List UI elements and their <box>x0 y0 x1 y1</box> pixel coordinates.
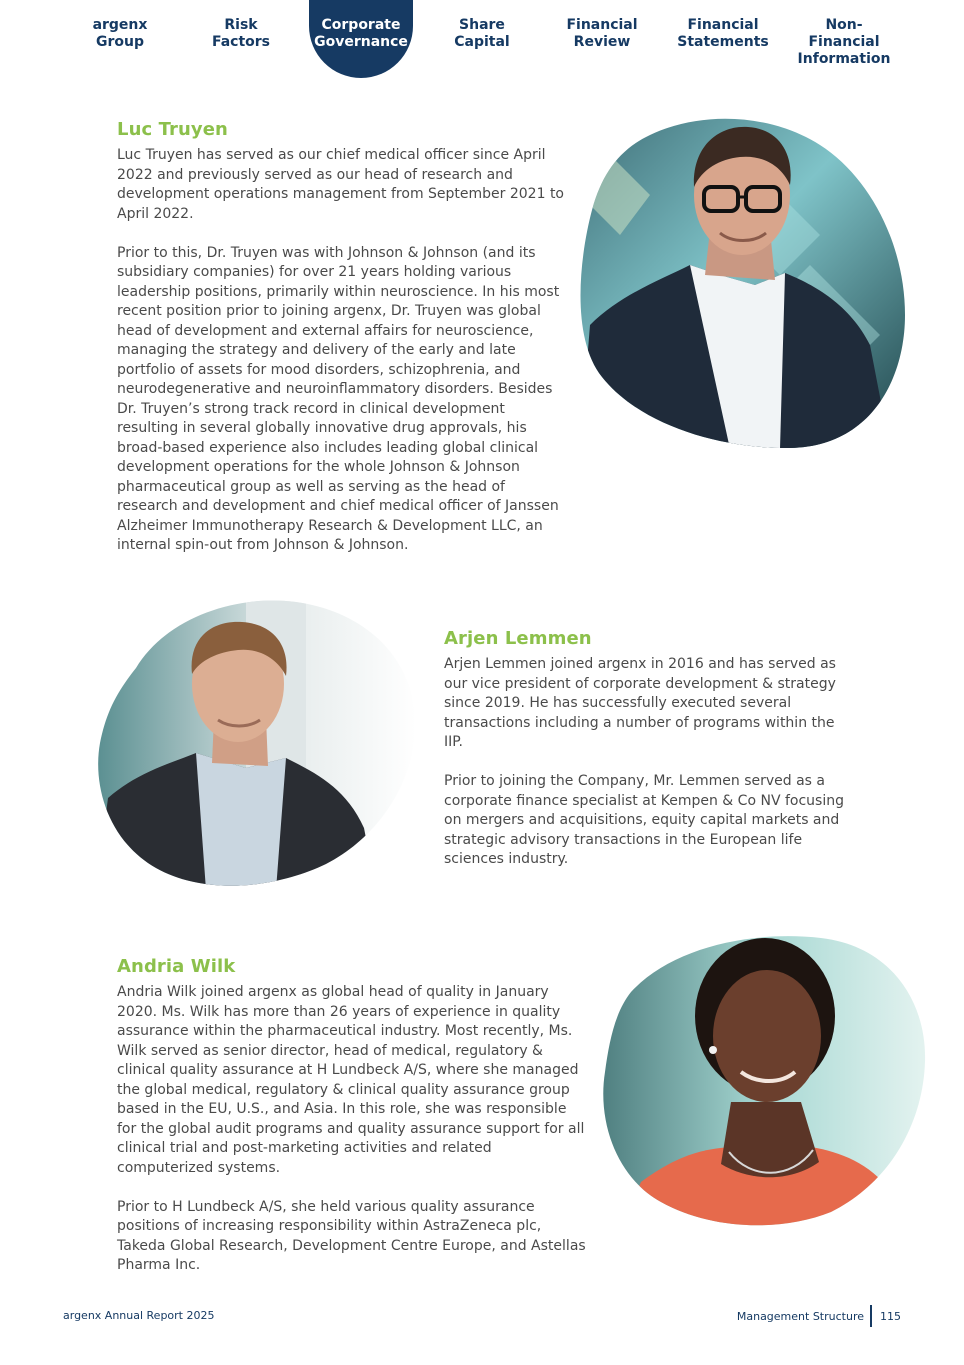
nav-tab-corporate-governance[interactable]: Corporate Governance <box>309 0 413 78</box>
bio-paragraph: Luc Truyen has served as our chief medical officer since April 2022 and previously served as our head of research and development operations management from September 2021 to April 2022. <box>117 147 564 222</box>
bio-paragraph: Andria Wilk joined argenx as global head of quality in January 2020. Ms. Wilk has more than 26 years of experience in quality assurance within the pharmaceutical industry. Most recently, Ms. Wilk served as senior director, head of medical, regulatory & clinical quality assurance at H Lundbeck A/S, where she managed the global medical, regulatory & clinical quality assurance group based in the EU, U.S., and Asia. In this role, she was responsible for the global audit programs and quality assurance support for all clinical trial and post-marketing activities and related computerized systems. <box>117 984 585 1176</box>
nav-tab-non-financial-information[interactable]: Non-Financial Information <box>797 17 891 67</box>
portrait-photo <box>601 932 927 1228</box>
nav-tab-financial-statements[interactable]: Financial Statements <box>677 17 769 50</box>
portrait-photo <box>96 598 416 890</box>
profile-name: Andria Wilk <box>117 956 236 977</box>
bio-paragraph: Prior to H Lundbeck A/S, she held various quality assurance positions of increasing responsibility within AstraZeneca plc, Takeda Global Research, Development Centre Europe, and Astellas Pharma Inc. <box>117 1198 586 1273</box>
nav-tab-share-capital[interactable]: Share Capital <box>454 17 510 50</box>
nav-tab-financial-review[interactable]: Financial Review <box>566 17 638 50</box>
footer-divider <box>870 1305 872 1327</box>
profile-bio <box>117 983 589 1276</box>
footer-report-title: argenx Annual Report 2025 <box>63 1309 215 1322</box>
profile-bio <box>444 655 856 870</box>
bio-paragraph: Prior to this, Dr. Truyen was with Johnson & Johnson (and its subsidiary companies) for over 21 years holding various leadership positions, primarily within neuroscience. In his most recent position prior to joining argenx, Dr. Truyen was global head of development and external affairs for neuroscience, managing the strategy and delivery of the early and late portfolio of assets for mood disorders, schizophrenia, and neurodegenerative and neuroinflammatory disorders. Besides Dr. Truyen’s strong track record in clinical development resulting in several globally innovative drug approvals, his broad-based experience also includes leading global clinical development operations for the whole Johnson & Johnson pharmaceutical group as well as serving as the head of research and development and chief medical officer of Janssen Alzheimer Immunotherapy Research & Development LLC, an internal spin-out from Johnson & Johnson. <box>117 244 560 553</box>
footer-section-name: Management Structure <box>736 1309 864 1323</box>
profile-name: Luc Truyen <box>117 119 228 140</box>
profile-bio <box>117 146 565 556</box>
page-number: 115 <box>880 1309 901 1323</box>
footer-page-info <box>737 1305 901 1327</box>
nav-tab-argenx-group[interactable]: argenx Group <box>92 17 148 50</box>
top-navigation <box>60 0 904 80</box>
bio-paragraph: Prior to joining the Company, Mr. Lemmen served as a corporate finance specialist at Kempen & Co NV focusing on mergers and acquisitions, equity capital markets and strategic advisory transactions in the European life sciences industry. <box>444 773 844 867</box>
portrait-photo <box>580 115 906 449</box>
bio-paragraph: Arjen Lemmen joined argenx in 2016 and has served as our vice president of corporate development & strategy since 2019. He has successfully executed several transactions including a number of programs within the IIP. <box>444 656 836 750</box>
nav-tab-risk-factors[interactable]: Risk Factors <box>211 17 271 50</box>
profile-name: Arjen Lemmen <box>444 628 592 649</box>
